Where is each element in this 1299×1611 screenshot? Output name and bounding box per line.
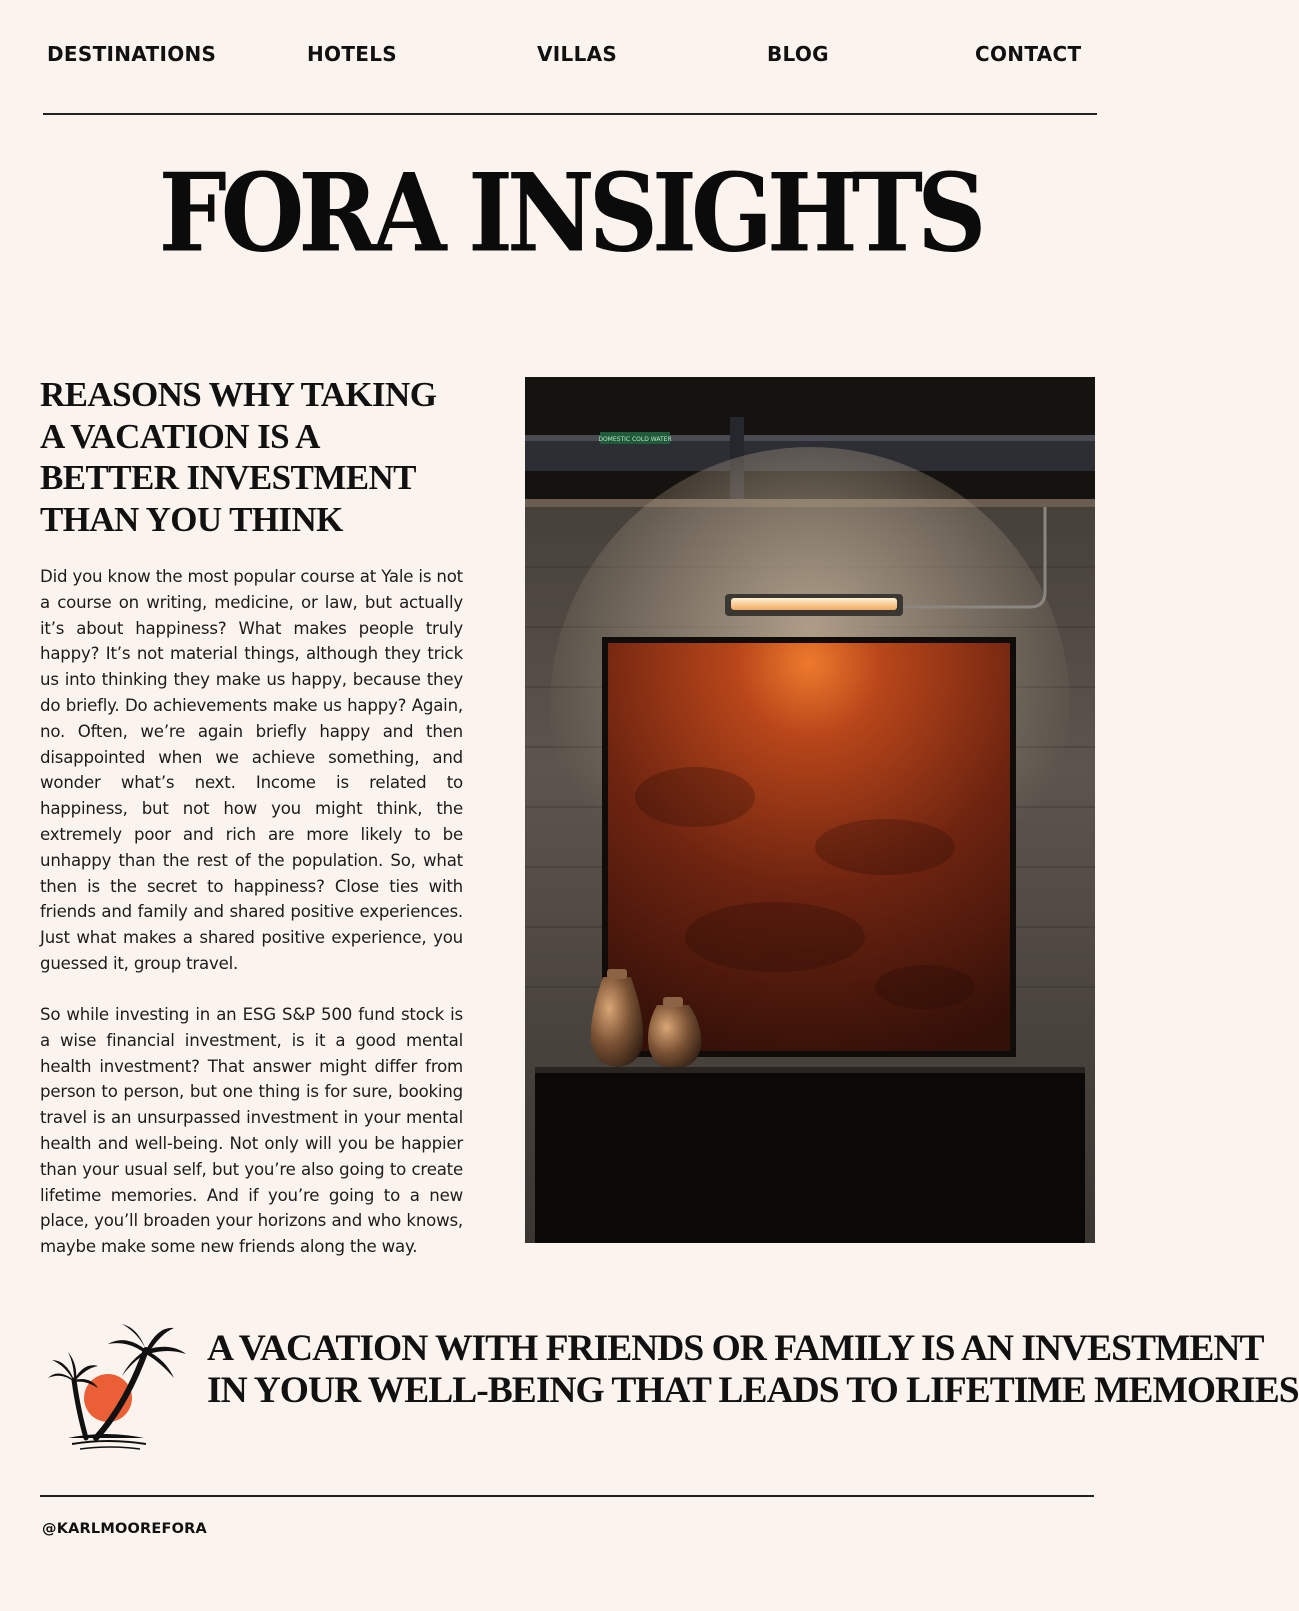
article-photo (525, 377, 1095, 1243)
social-handle[interactable]: @KARLMOOREFORA (42, 1521, 207, 1537)
pull-quote-line-2: IN YOUR WELL-BEING THAT LEADS TO LIFETIME MEMORIES (207, 1370, 1299, 1411)
nav-destinations[interactable]: DESTINATIONS (47, 42, 217, 66)
nav-contact[interactable]: CONTACT (975, 42, 1082, 66)
nav-blog[interactable]: BLOG (767, 42, 829, 66)
header-divider (43, 113, 1097, 115)
pull-quote-line-1: A VACATION WITH FRIENDS OR FAMILY IS AN INVESTMENT (207, 1328, 1264, 1369)
palm-tree-sunset-icon (46, 1320, 191, 1465)
page-title: FORA INSIGHTS (158, 149, 981, 277)
article-headline: REASONS WHY TAKING A VACATION IS A BETTER INVESTMENT THAN YOU THINK (40, 375, 437, 539)
interior-art-illustration (525, 377, 1095, 1243)
nav-villas[interactable]: VILLAS (537, 42, 618, 66)
article-paragraph-1: Did you know the most popular course at Yale is not a course on writing, medicine, or law, but actually it’s about happiness? What makes people truly happy? It’s not material things, although they trick us into thinking they make us happy, because they do briefly. Do achievements make us happy? Again, no. Often, we’re again briefly happy and then disappointed when we achieve something, and wonder what’s next. Income is related to happiness, but not how you might think, the extremely poor and rich are more likely to be unhappy than the rest of the population. So, what then is the secret to happiness? Close ties with friends and family and shared positive experiences. Just what makes a shared positive experience, you guessed it, group travel. (40, 567, 463, 973)
pipe-label: DOMESTIC COLD WATER (598, 436, 672, 443)
nav-hotels[interactable]: HOTELS (307, 42, 397, 66)
footer-divider (40, 1495, 1094, 1497)
top-nav (0, 38, 1139, 78)
pull-quote (207, 1328, 1299, 1412)
article-paragraph-2: So while investing in an ESG S&P 500 fund stock is a wise financial investment, is it a good mental health investment? That answer might differ from person to person, but one thing is for sure, booking travel is an unsurpassed investment in your mental health and well-being. Not only will you be happier than your usual self, but you’re also going to create lifetime memories. And if you’re going to a new place, you’ll broaden your horizons and who knows, maybe make some new friends along the way. (40, 1005, 463, 1257)
